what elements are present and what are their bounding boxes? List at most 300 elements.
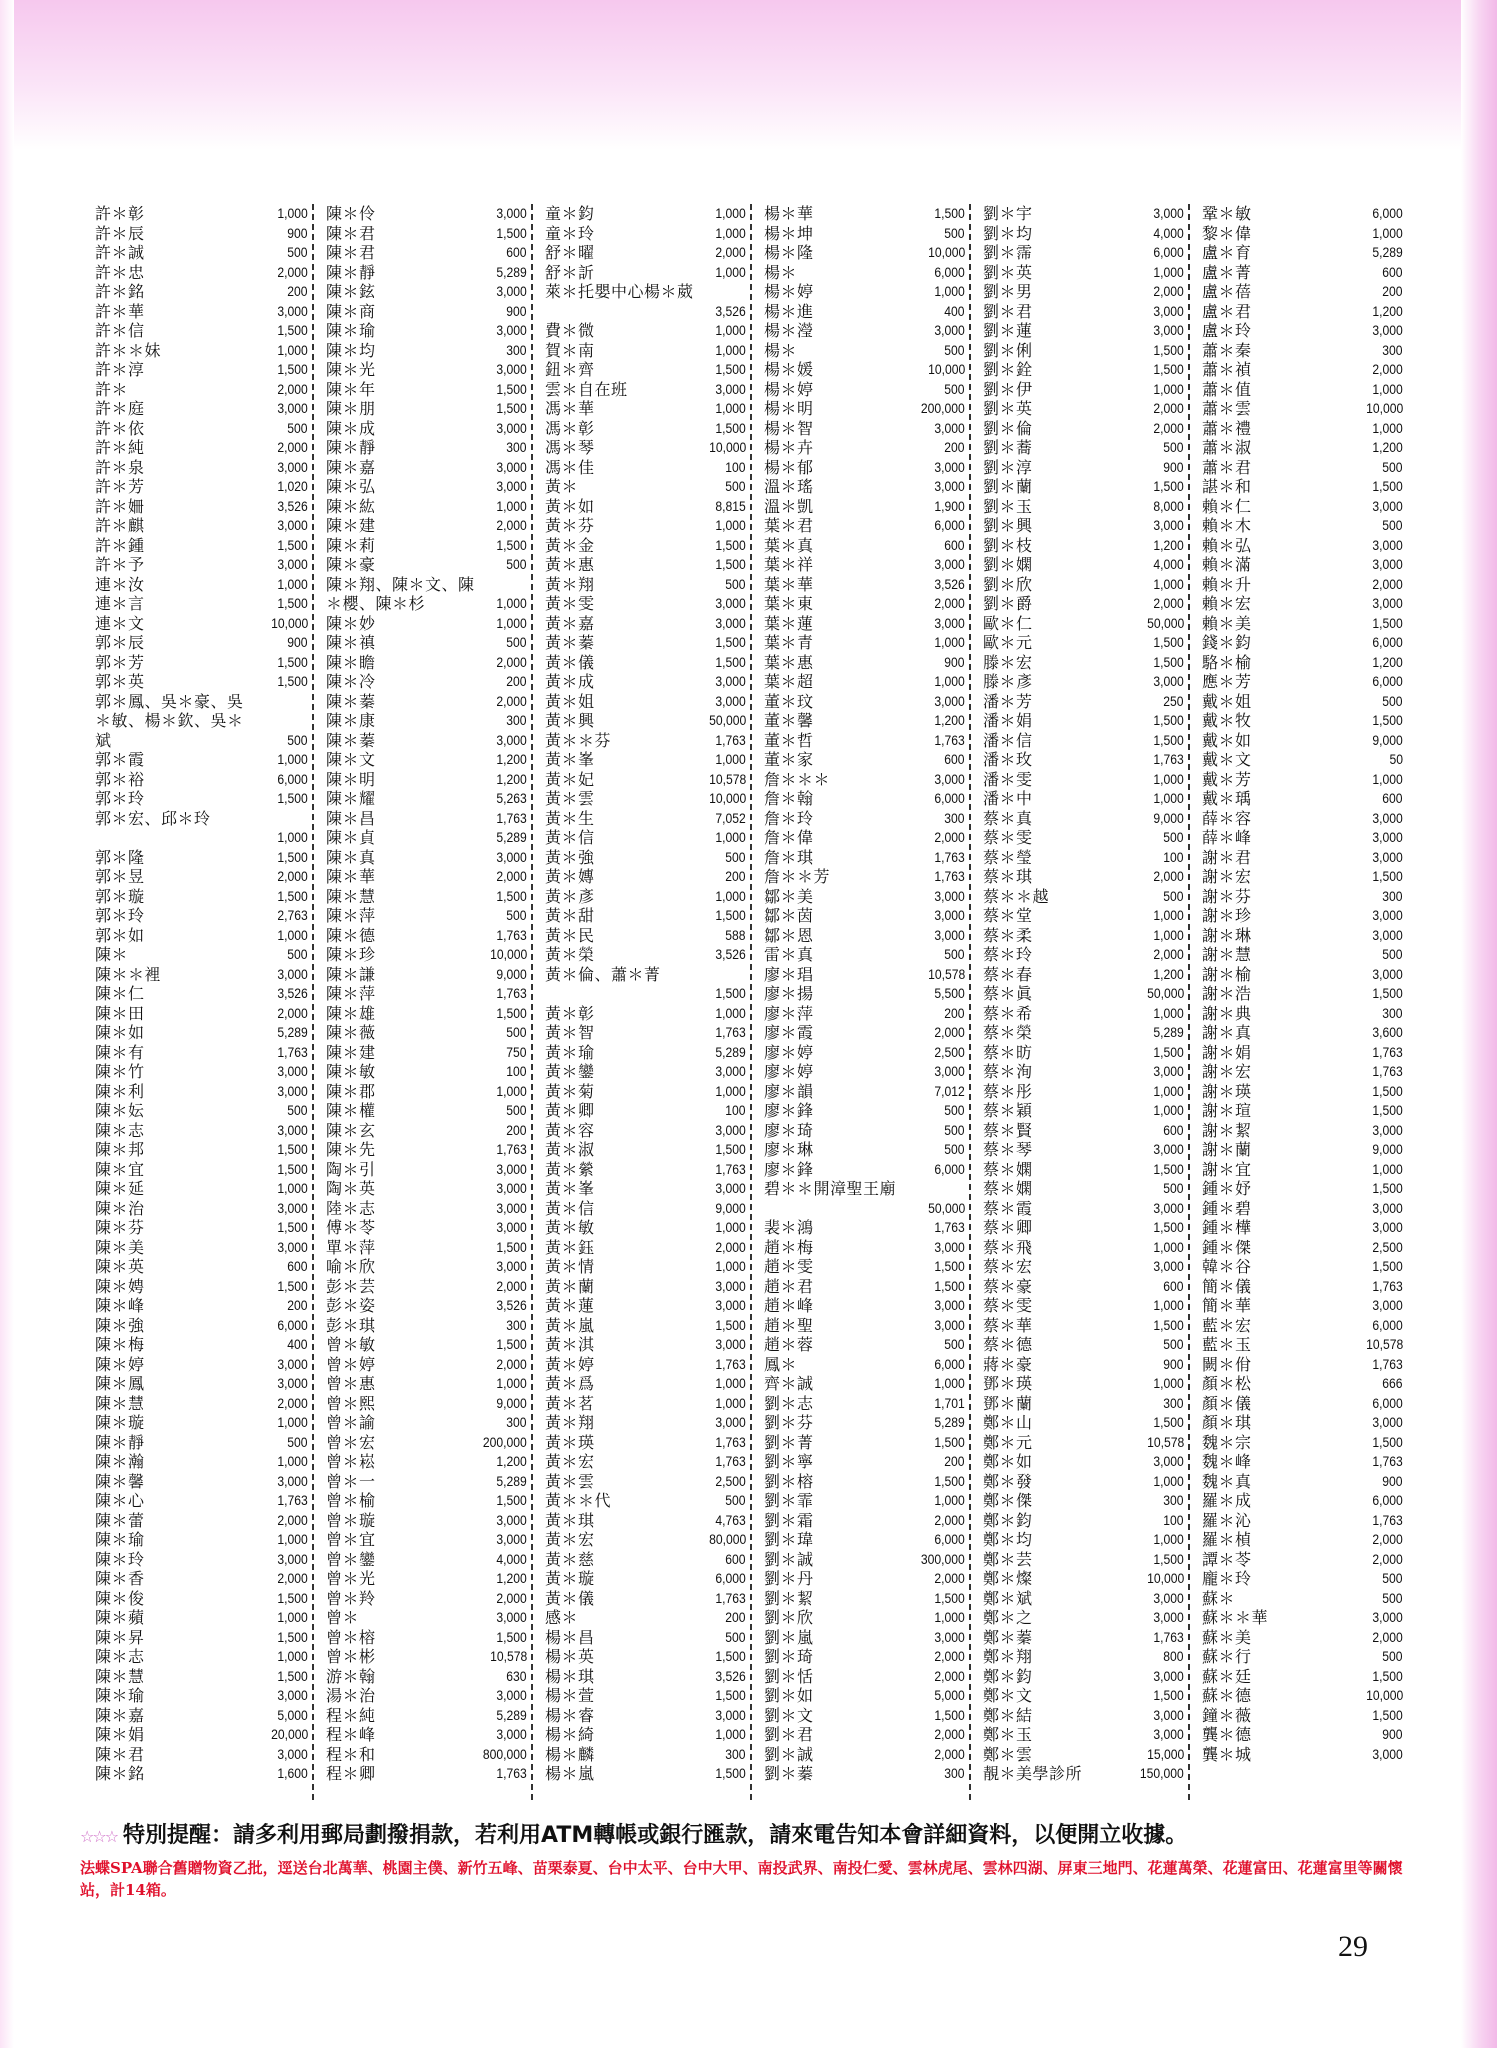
- donor-row: [95, 1686, 308, 1706]
- donation-amount: 1,500: [1153, 1220, 1184, 1235]
- donor-row: [983, 1647, 1184, 1667]
- donor-row: [1202, 224, 1403, 244]
- donation-amount: 1,000: [1372, 420, 1403, 436]
- donation-amount: 500: [1163, 830, 1184, 845]
- donor-name: 楊＊卉: [764, 438, 814, 457]
- donation-amount: 500: [1382, 518, 1403, 533]
- donation-amount: 5,289: [1153, 1025, 1184, 1040]
- donor-row: [326, 1082, 527, 1102]
- donor-row: [764, 731, 965, 751]
- donor-row: [326, 633, 527, 653]
- donor-name: 曾＊鑾: [326, 1549, 376, 1569]
- donor-row: [95, 1277, 308, 1297]
- donation-amount: 1,000: [1153, 264, 1184, 280]
- donor-name: 劉＊蓁: [764, 1764, 814, 1783]
- donor-row: [983, 1023, 1184, 1043]
- donor-row: [326, 438, 527, 458]
- donor-name: 黃＊強: [545, 847, 595, 867]
- donation-amount: 1,500: [496, 1337, 527, 1352]
- donation-amount: 1,200: [1153, 966, 1184, 982]
- donor-name: 郭＊霞: [95, 750, 145, 769]
- donor-row: [326, 789, 527, 809]
- donation-amount: 1,000: [1153, 791, 1184, 806]
- donor-name: 謝＊絜: [1202, 1120, 1252, 1140]
- donation-amount: 500: [287, 947, 308, 962]
- donor-name: 曾＊光: [326, 1569, 376, 1588]
- donor-name: 蔡＊真: [983, 808, 1033, 828]
- donation-amount: 3,000: [496, 849, 527, 865]
- donor-row: [764, 770, 965, 790]
- donation-amount: 3,000: [496, 479, 527, 494]
- donation-amount: 1,000: [1153, 771, 1184, 787]
- donor-row: [764, 321, 965, 341]
- donor-row: [545, 1043, 746, 1063]
- donor-row: [95, 633, 308, 653]
- donation-amount: 6,000: [715, 1571, 746, 1586]
- donor-name: 蔡＊卿: [983, 1218, 1033, 1237]
- donor-name: 溫＊瑤: [764, 477, 814, 496]
- donor-name: 黃＊翔: [545, 1413, 595, 1432]
- donor-row: [545, 438, 746, 458]
- donor-name: 陳＊如: [95, 1023, 145, 1042]
- donor-row: [326, 653, 527, 673]
- donor-name: 劉＊瑋: [764, 1530, 814, 1549]
- donor-row: [764, 1023, 965, 1043]
- donation-amount: 3,000: [934, 323, 965, 338]
- donor-name: 黃＊菊: [545, 1081, 595, 1101]
- donor-name: 許＊依: [95, 418, 145, 438]
- donor-row: [1202, 1296, 1403, 1316]
- donation-amount: 3,000: [496, 323, 527, 338]
- donor-name: 馮＊佳: [545, 457, 595, 477]
- donor-row: [764, 965, 965, 985]
- donor-name: 單＊萍: [326, 1237, 376, 1257]
- donation-amount: 3,000: [934, 615, 965, 631]
- donor-row: [326, 224, 527, 244]
- donation-amount: 2,000: [1153, 284, 1184, 299]
- donation-amount: 2,000: [277, 869, 308, 884]
- donor-row: [545, 1667, 746, 1687]
- donor-name: 葉＊蓮: [764, 613, 814, 633]
- donation-amount: 600: [1382, 264, 1403, 280]
- donor-name: 陳＊昌: [326, 808, 376, 828]
- donor-name: 蔡＊雯: [983, 1296, 1033, 1315]
- donor-row: [764, 809, 965, 829]
- donor-name: 謝＊芬: [1202, 886, 1252, 906]
- donor-row: [95, 1706, 308, 1726]
- donor-name: 蔡＊昉: [983, 1042, 1033, 1062]
- donation-amount: 2,000: [1153, 420, 1184, 436]
- donor-name: 陳＊年: [326, 379, 376, 399]
- donor-row: [545, 1218, 746, 1238]
- donation-amount: 2,000: [934, 1512, 965, 1528]
- donation-amount: 9,000: [496, 966, 527, 982]
- donor-row: [983, 1628, 1184, 1648]
- donor-row: [95, 1140, 308, 1160]
- donor-name: 黃＊嘉: [545, 613, 595, 633]
- donor-name: 陳＊馨: [95, 1471, 145, 1491]
- donor-name: 劉＊文: [764, 1705, 814, 1725]
- donor-name: 廖＊鋒: [764, 1159, 814, 1179]
- donor-row: [983, 497, 1184, 517]
- donation-amount: 600: [944, 537, 965, 553]
- donor-name: 劉＊榕: [764, 1471, 814, 1491]
- donor-name: 陳＊俊: [95, 1588, 145, 1608]
- donor-name: 董＊家: [764, 750, 814, 769]
- donor-row: [764, 1764, 965, 1784]
- donor-name: 陳＊仁: [95, 984, 145, 1003]
- donor-name: 黎＊偉: [1202, 223, 1252, 243]
- donor-row: [764, 1296, 965, 1316]
- donor-name: 許＊庭: [95, 399, 145, 418]
- donor-row: [764, 1530, 965, 1550]
- donor-row: [326, 1335, 527, 1355]
- donation-amount: 6,000: [934, 1356, 965, 1372]
- donation-amount: 1,000: [715, 264, 746, 280]
- donor-row: [764, 458, 965, 478]
- donor-name: 陳＊延: [95, 1179, 145, 1198]
- donor-row: [764, 1706, 965, 1726]
- donor-row: [95, 1257, 308, 1277]
- donor-row: [983, 224, 1184, 244]
- donation-amount: 1,000: [1153, 927, 1184, 943]
- donation-amount: 3,000: [496, 459, 527, 475]
- donor-name: 蔡＊穎: [983, 1101, 1033, 1120]
- donor-name: 蕭＊秦: [1202, 340, 1252, 360]
- donor-row: [983, 809, 1184, 829]
- donor-row: [545, 1511, 746, 1531]
- donation-amount: 1,000: [277, 752, 308, 767]
- donation-amount: 1,500: [934, 206, 965, 221]
- donor-name: 陳＊萍: [326, 906, 376, 925]
- notice: [80, 1818, 1420, 1849]
- donation-amount: 1,000: [1153, 576, 1184, 592]
- donor-name: 許＊鍾: [95, 535, 145, 555]
- donor-row: [764, 1140, 965, 1160]
- donor-row: [545, 653, 746, 673]
- donor-name: 陳＊權: [326, 1101, 376, 1120]
- donor-row: [545, 224, 746, 244]
- donation-amount: 1,000: [715, 225, 746, 241]
- donor-name: 黃＊儀: [545, 652, 595, 672]
- donor-name: 葉＊惠: [764, 652, 814, 672]
- donor-row: [983, 321, 1184, 341]
- donor-name: 舒＊曜: [545, 243, 595, 262]
- donation-amount: 9,000: [496, 1395, 527, 1411]
- donation-amount: 300: [1163, 1493, 1184, 1508]
- donor-row: [326, 1608, 527, 1628]
- donor-row: [1202, 1511, 1403, 1531]
- donor-row: [545, 984, 746, 1004]
- donation-amount: 10,578: [1365, 1337, 1403, 1352]
- donor-row: [95, 1491, 308, 1511]
- donor-name: 鄭＊翔: [983, 1647, 1033, 1666]
- donor-row: [1202, 1413, 1403, 1433]
- donor-row: [326, 867, 527, 887]
- donation-amount: 1,000: [715, 323, 746, 338]
- donor-row: [326, 1511, 527, 1531]
- donor-row: [545, 282, 746, 302]
- donation-amount: 1,763: [1372, 1356, 1403, 1372]
- donor-name: 蔡＊宏: [983, 1257, 1033, 1276]
- donor-row: [764, 906, 965, 926]
- donation-amount: 500: [944, 1142, 965, 1157]
- donation-amount: 1,000: [277, 1181, 308, 1196]
- donor-row: [95, 1296, 308, 1316]
- donor-name: 葉＊華: [764, 574, 814, 594]
- donor-name: 陳＊玲: [95, 1549, 145, 1569]
- donor-row: [764, 1413, 965, 1433]
- donor-name: 龔＊德: [1202, 1725, 1252, 1744]
- donor-row: [983, 555, 1184, 575]
- donor-row: [1202, 1023, 1403, 1043]
- donor-row: [764, 1004, 965, 1024]
- donation-amount: 1,500: [1372, 713, 1403, 728]
- donor-row: [95, 575, 308, 595]
- donation-amount: 3,000: [715, 615, 746, 631]
- donation-amount: 300,000: [921, 1551, 965, 1567]
- donation-amount: 3,000: [277, 1376, 308, 1391]
- donor-row: [764, 750, 965, 770]
- donor-row: [95, 809, 308, 829]
- donor-name: 黃＊彰: [545, 1003, 595, 1023]
- donation-amount: 3,000: [1153, 1590, 1184, 1606]
- donation-amount: 3,000: [934, 557, 965, 572]
- donor-name: 郭＊昱: [95, 867, 145, 886]
- donor-row: [983, 1140, 1184, 1160]
- donation-amount: 1,500: [934, 1590, 965, 1606]
- donation-amount: 3,000: [1372, 810, 1403, 826]
- donor-row: [326, 1043, 527, 1063]
- donor-row: [95, 1043, 308, 1063]
- donor-row: [326, 1277, 527, 1297]
- donor-row: [95, 1569, 308, 1589]
- donor-row: [326, 1472, 527, 1492]
- donor-row: [764, 1394, 965, 1414]
- donation-amount: 300: [506, 713, 527, 728]
- donor-row: [545, 1023, 746, 1043]
- donation-amount: 1,500: [715, 654, 746, 670]
- donor-row: [1202, 536, 1403, 556]
- donor-name: 許＊＊妹: [95, 340, 162, 360]
- donor-row: [326, 594, 527, 614]
- donor-name: 陳＊有: [95, 1042, 145, 1062]
- donor-row: [1202, 204, 1403, 224]
- donor-row: [983, 1199, 1184, 1219]
- donor-name: 鄧＊瑛: [983, 1374, 1033, 1393]
- donor-name: 葉＊青: [764, 633, 814, 652]
- donation-amount: 3,000: [1153, 1727, 1184, 1742]
- donor-name: 曾＊敏: [326, 1335, 376, 1354]
- donation-amount: 500: [287, 420, 308, 436]
- donation-amount: 4,000: [496, 1551, 527, 1567]
- donation-amount: 900: [1382, 1727, 1403, 1742]
- donor-row: [326, 1296, 527, 1316]
- donor-name: 劉＊誠: [764, 1744, 814, 1764]
- donor-row: [1202, 1725, 1403, 1745]
- donor-row: [764, 1257, 965, 1277]
- donor-name: 羅＊成: [1202, 1491, 1252, 1510]
- donor-name: 鄭＊鈞: [983, 1510, 1033, 1530]
- donation-amount: 400: [944, 303, 965, 319]
- donor-row: [95, 477, 308, 497]
- donation-amount: 3,000: [1372, 1220, 1403, 1235]
- donation-amount: 500: [287, 1434, 308, 1450]
- donor-row: [1202, 1277, 1403, 1297]
- donor-name: 謝＊瑄: [1202, 1101, 1252, 1120]
- donation-amount: 5,000: [277, 1707, 308, 1723]
- donor-name: 斌: [95, 730, 112, 750]
- donation-amount: 1,763: [1153, 752, 1184, 767]
- page-left-border: [0, 0, 14, 2048]
- donor-name: 劉＊倫: [983, 418, 1033, 438]
- donation-amount: 3,000: [277, 518, 308, 533]
- donor-name: 黃＊璇: [545, 1569, 595, 1588]
- donor-name: 詹＊翰: [764, 789, 814, 808]
- donor-row: [326, 458, 527, 478]
- donor-name: 詹＊＊＊: [764, 769, 831, 789]
- donation-amount: 3,000: [1153, 323, 1184, 338]
- donor-row: [326, 1686, 527, 1706]
- donation-amount: 1,500: [1372, 1668, 1403, 1684]
- donation-amount: 1,000: [715, 830, 746, 845]
- donor-name: 蕭＊禮: [1202, 418, 1252, 438]
- donation-amount: 1,763: [934, 849, 965, 865]
- donor-row: [983, 633, 1184, 653]
- donor-row: [326, 1023, 527, 1043]
- donation-amount: 1,500: [715, 908, 746, 923]
- donation-amount: 3,000: [496, 1512, 527, 1528]
- donation-amount: 600: [1382, 791, 1403, 806]
- donation-amount: 1,000: [277, 1415, 308, 1430]
- donor-name: 游＊翰: [326, 1666, 376, 1686]
- donor-name: 黃＊彥: [545, 886, 595, 906]
- donation-amount: 2,000: [496, 1590, 527, 1606]
- donation-amount: 3,000: [277, 1356, 308, 1372]
- donation-amount: 1,000: [715, 752, 746, 767]
- donation-amount: 3,000: [1372, 1415, 1403, 1430]
- donor-name: 楊＊瀅: [764, 321, 814, 340]
- donor-name: 蔡＊豪: [983, 1276, 1033, 1296]
- donor-row: [95, 1452, 308, 1472]
- donation-amount: 3,000: [715, 1415, 746, 1430]
- donor-name: 陳＊紘: [326, 496, 376, 516]
- donor-row: [95, 497, 308, 517]
- donor-name: 詹＊玲: [764, 808, 814, 828]
- donor-row: [1202, 1452, 1403, 1472]
- donor-row: [983, 263, 1184, 283]
- donation-amount: 500: [1163, 440, 1184, 455]
- donor-name: 陳＊文: [326, 750, 376, 769]
- donation-amount: 2,000: [715, 1239, 746, 1255]
- donor-row: [545, 1199, 746, 1219]
- donor-row: [1202, 692, 1403, 712]
- donation-amount: 1,500: [277, 596, 308, 611]
- donor-row: [95, 1316, 308, 1336]
- donor-row: [326, 692, 527, 712]
- donation-amount: 2,000: [934, 1727, 965, 1742]
- donation-amount: 1,763: [715, 1590, 746, 1606]
- donor-name: 劉＊霏: [764, 1491, 814, 1510]
- donation-amount: 300: [725, 1746, 746, 1762]
- donation-amount: 3,000: [715, 1064, 746, 1079]
- donor-row: [545, 477, 746, 497]
- donor-row: [326, 360, 527, 380]
- donor-name: 蔡＊瑩: [983, 847, 1033, 867]
- donor-name: 蔡＊德: [983, 1335, 1033, 1354]
- donor-name: 陳＊＊裡: [95, 964, 162, 984]
- donor-name: 黃＊卿: [545, 1101, 595, 1120]
- donor-row: [1202, 1160, 1403, 1180]
- donor-name: 陶＊英: [326, 1179, 376, 1198]
- donation-amount: 1,500: [1153, 1044, 1184, 1060]
- donor-row: [764, 575, 965, 595]
- donor-name: 魏＊真: [1202, 1471, 1252, 1491]
- donor-row: [545, 1647, 746, 1667]
- donation-amount: 1,020: [277, 479, 308, 494]
- donation-amount: 3,000: [496, 1688, 527, 1703]
- donor-row: [326, 984, 527, 1004]
- donation-amount: 2,000: [1372, 1532, 1403, 1547]
- donation-amount: 3,000: [1153, 1610, 1184, 1625]
- donor-row: [95, 419, 308, 439]
- donor-name: 許＊純: [95, 438, 145, 457]
- donor-row: [983, 1101, 1184, 1121]
- donor-row: [764, 789, 965, 809]
- donation-amount: 2,000: [1153, 869, 1184, 884]
- donor-name: 陳＊峰: [95, 1296, 145, 1315]
- donor-row: [95, 789, 308, 809]
- donor-name: 黃＊蓮: [545, 1296, 595, 1315]
- donor-name: 歐＊仁: [983, 613, 1033, 633]
- donor-name: 楊＊媛: [764, 360, 814, 379]
- donor-name: 葉＊東: [764, 594, 814, 613]
- donor-row: [764, 1511, 965, 1531]
- donation-amount: 1,000: [715, 1005, 746, 1021]
- donation-amount: 1,900: [934, 498, 965, 514]
- donor-row: [764, 1355, 965, 1375]
- donor-name: 鍾＊碧: [1202, 1198, 1252, 1218]
- donor-name: 鄭＊結: [983, 1705, 1033, 1725]
- donor-name: 許＊姍: [95, 496, 145, 516]
- donor-row: [764, 1686, 965, 1706]
- donor-row: [1202, 477, 1403, 497]
- donation-amount: 10,000: [1365, 401, 1403, 416]
- donor-name: 許＊誠: [95, 243, 145, 262]
- donation-amount: 3,000: [715, 1337, 746, 1352]
- donation-amount: 1,200: [1372, 654, 1403, 670]
- donor-name: 程＊峰: [326, 1725, 376, 1744]
- donation-amount: 1,000: [1153, 381, 1184, 397]
- donation-amount: 1,500: [1153, 1688, 1184, 1703]
- donor-row: [95, 926, 308, 946]
- donor-name: 劉＊淳: [983, 457, 1033, 477]
- donor-row: [326, 770, 527, 790]
- donor-row: [95, 1530, 308, 1550]
- donor-row: [545, 672, 746, 692]
- donor-row: [326, 906, 527, 926]
- donor-row: [95, 1725, 308, 1745]
- donation-amount: 1,500: [496, 1239, 527, 1255]
- donation-amount: 2,000: [934, 1571, 965, 1586]
- donor-row: [983, 1335, 1184, 1355]
- donor-row: [983, 1394, 1184, 1414]
- donor-row: [1202, 1043, 1403, 1063]
- donor-name: 陳＊蘋: [95, 1608, 145, 1627]
- donation-amount: 1,000: [277, 206, 308, 221]
- donation-amount: 1,763: [934, 732, 965, 748]
- donation-amount: 1,500: [934, 1434, 965, 1450]
